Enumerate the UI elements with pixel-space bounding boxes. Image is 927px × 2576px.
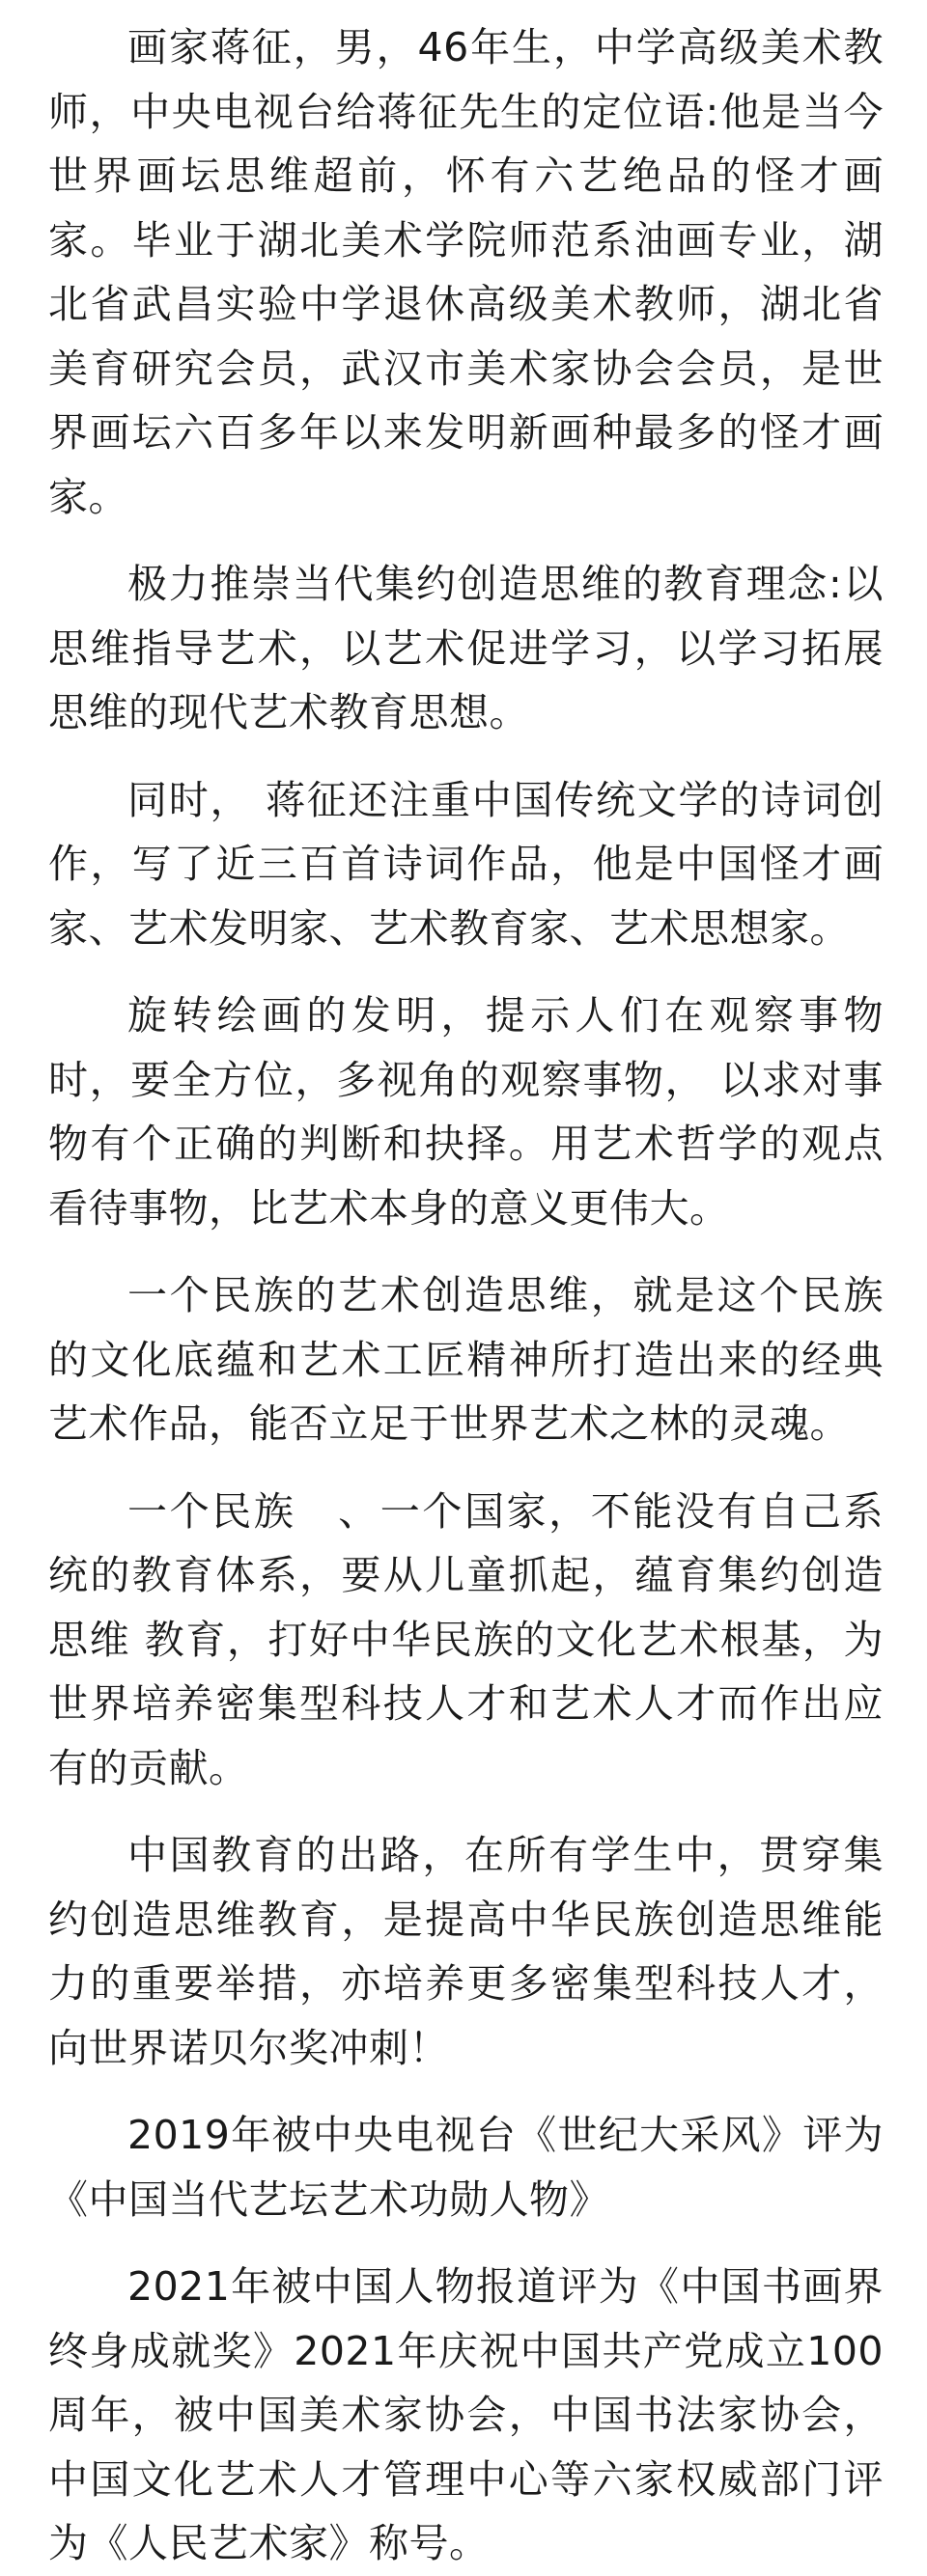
paragraph-education-path: 中国教育的出路，在所有学生中，贯穿集约创造思维教育，是提高中华民族创造思维能力的重要举措，亦培养更多密集型科技人才，向世界诺贝尔奖冲刺！ [48,1832,884,2071]
paragraph-award-2021: 2021年被中国人物报道评为《中国书画界终身成就奖》2021年庆祝中国共产党成立100周年，被中国美术家协会，中国书法家协会，中国文化艺术人才管理中心等六家权威部门评为《人民艺术家》称号。 [48,2263,884,2566]
paragraph-poetry: 同时， 蒋征还注重中国传统文学的诗词创作，写了近三百首诗词作品，他是中国怪才画家、艺术发明家、艺术教育家、艺术思想家。 [48,776,884,952]
paragraph-rotating-painting: 旋转绘画的发明，提示人们在观察事物时，要全方位，多视角的观察事物， 以求对事物有个正确的判断和抉择。用艺术哲学的观点看待事物，比艺术本身的意义更伟大。 [48,992,884,1232]
paragraph-intro: 画家蒋征，男，46年生，中学高级美术教师，中央电视台给蒋征先生的定位语:他是当今世界画坛思维超前，怀有六艺绝品的怪才画家。毕业于湖北美术学院师范系油画专业，湖北省武昌实验中学退休高级美术教师，湖北省美育研究会员，武汉市美术家协会会员，是世界画坛六百多年以来发明新画种最多的怪才画家。 [48,24,884,520]
paragraph-education-philosophy: 极力推崇当代集约创造思维的教育理念:以思维指导艺术，以艺术促进学习，以学习拓展思维的现代艺术教育思想。 [48,561,884,735]
paragraph-education-system: 一个民族 、一个国家，不能没有自己系统的教育体系，要从儿童抓起，蕴育集约创造思维 教育，打好中华民族的文化艺术根基，为世界培养密集型科技人才和艺术人才而作出应有的贡献。 [48,1487,884,1791]
paragraph-national-creativity: 一个民族的艺术创造思维，就是这个民族的文化底蕴和艺术工匠精神所打造出来的经典艺术作品，能否立足于世界艺术之林的灵魂。 [48,1272,884,1447]
paragraph-award-2019: 2019年被中央电视台《世纪大采风》评为《中国当代艺坛艺术功勋人物》 [48,2112,884,2223]
